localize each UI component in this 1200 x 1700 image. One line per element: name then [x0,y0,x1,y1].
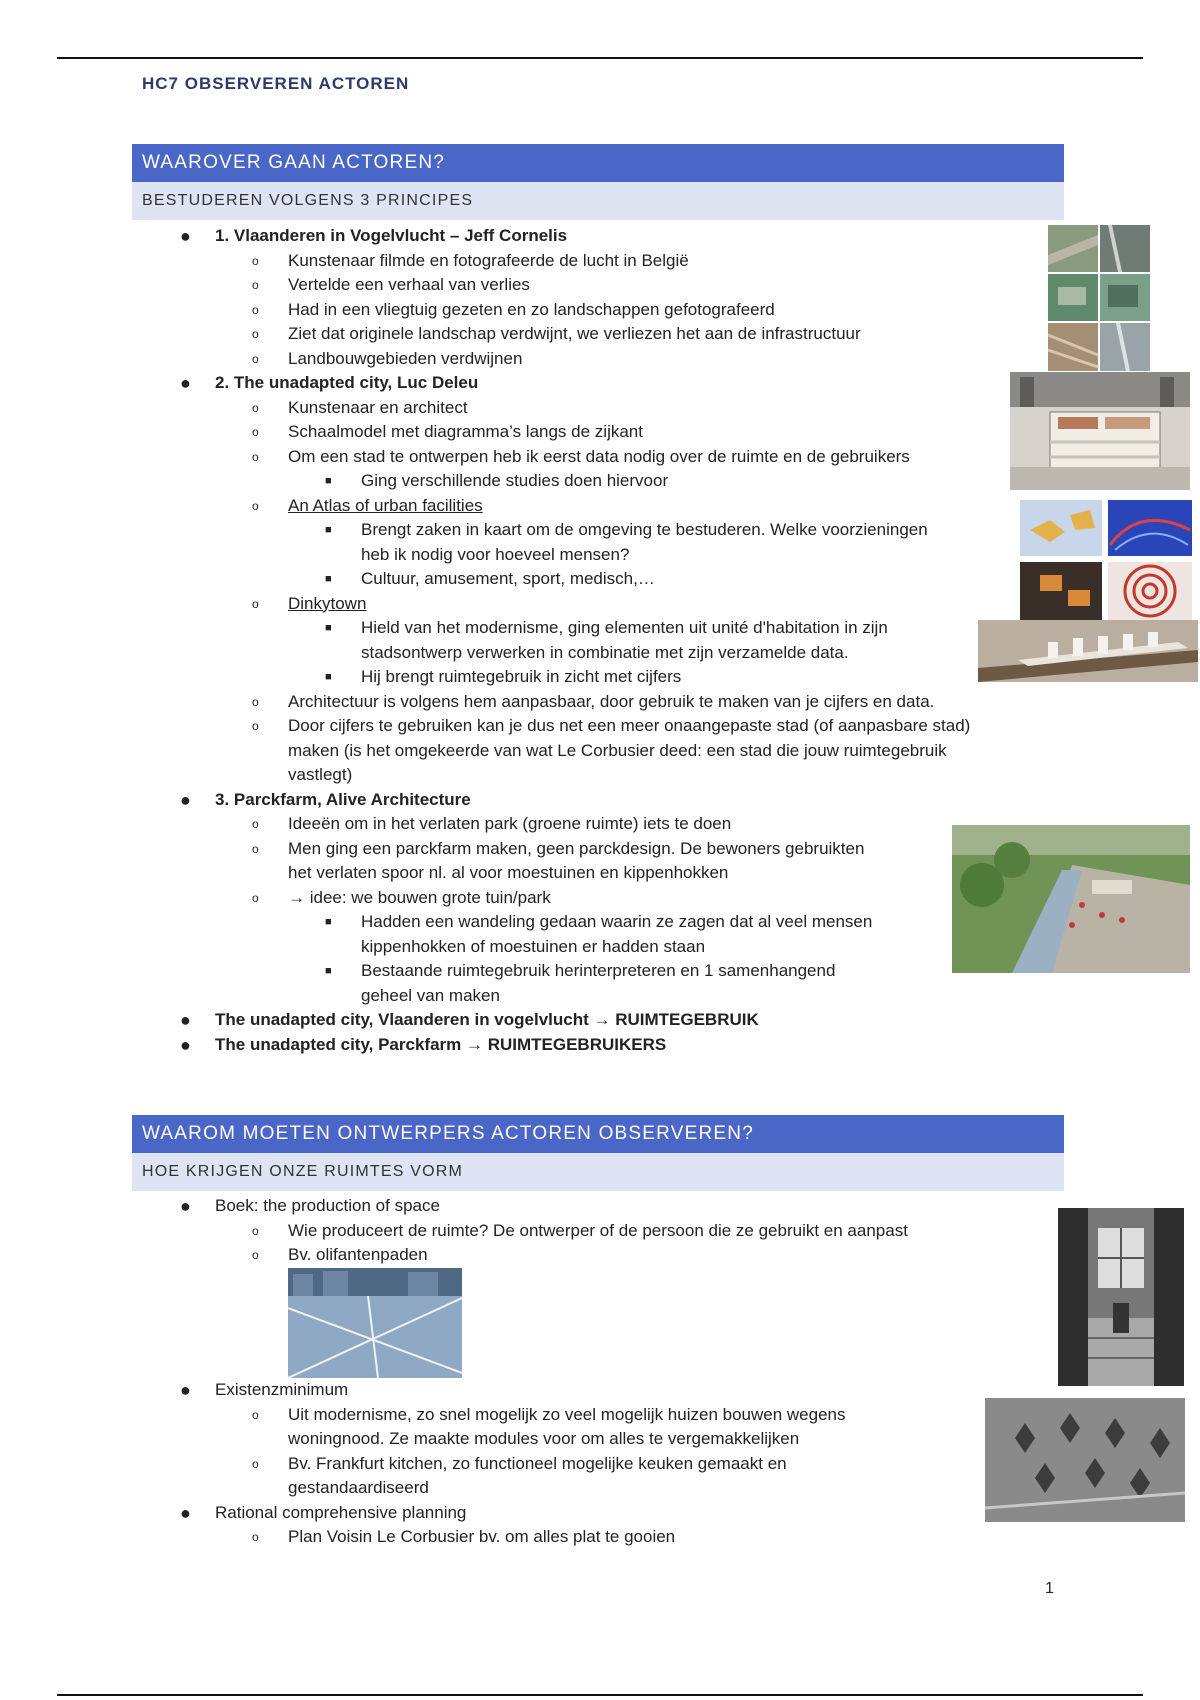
plan-voisin-photo [985,1398,1185,1522]
circle-marker: o [252,400,259,415]
square-marker: ■ [325,671,332,683]
list-item-text: 1. Vlaanderen in Vogelvlucht – Jeff Cornelis [215,226,568,245]
list-item-text: stadsontwerp verwerken in combinatie met zijn verzamelde data. [361,642,849,662]
list-item [0,984,1200,1009]
list-item-text: gestandaardiseerd [288,1478,429,1497]
list-item-text: het verlaten spoor nl. al voor moestuinen en kippenhokken [288,863,729,882]
list-item [0,1525,1200,1550]
list-item-text: Hij brengt ruimtegebruik in zicht met cijfers [361,667,682,686]
circle-marker: o [252,719,259,733]
list-item-text: The unadapted city, Parckfarm → RUIMTEGEBRUIKERS [215,1034,667,1054]
circle-marker: o [252,425,259,439]
list-item-text: Brengt zaken in kaart om de omgeving te bestuderen. Welke voorzieningen [361,520,928,539]
list-item [0,1008,1200,1033]
circle-marker: o [252,449,259,464]
list-item-text: Landbouwgebieden verdwijnen [288,348,523,368]
list-item-text: Om een stad te ontwerpen heb ik eerst data nodig over de ruimte en de gebruikers [288,446,910,466]
bullet-marker: ● [180,1010,191,1030]
list-item-text: Ging verschillende studies doen hiervoor [361,471,669,490]
circle-marker: o [252,1223,259,1238]
list-item [0,739,1200,764]
list-item-text: Bv. olifantenpaden [288,1245,428,1264]
list-item-text: Kunstenaar filmde en fotografeerde de lucht in België [288,250,689,270]
list-item-text: woningnood. Ze maakte modules voor om alles te vergemakkelijken [288,1429,800,1448]
list-item-text: heb ik nodig voor hoeveel mensen? [361,544,630,564]
frankfurt-kitchen-photo [1058,1208,1184,1386]
list-item-text: Hield van het modernisme, ging elementen uit unité d'habitation in zijn [361,618,888,637]
circle-marker: o [252,596,259,611]
list-item-text: geheel van maken [361,985,500,1005]
list-item-text: Cultuur, amusement, sport, medisch,… [361,569,655,588]
circle-marker: o [252,253,259,268]
list-item [0,1219,1200,1244]
list-item [0,224,1200,249]
list-item [0,347,1200,372]
circle-marker: o [252,1530,259,1544]
square-marker: ■ [325,622,332,634]
list-item-text: An Atlas of urban facilities [288,495,483,515]
bullet-marker: ● [180,1380,191,1400]
circle-marker: o [252,278,259,292]
square-marker: ■ [325,475,332,487]
circle-marker: o [252,351,259,366]
bullet-marker: ● [180,1502,191,1523]
list-item-text: → idee: we bouwen grote tuin/park [288,887,551,907]
list-item-text: Architectuur is volgens hem aanpasbaar, door gebruik te maken van je cijfers en data. [288,691,935,711]
section1-heading: WAAROVER GAAN ACTOREN? [132,144,1064,182]
list-item-text: Ziet dat originele landschap verdwijnt, we verliezen het aan de infrastructuur [288,324,861,343]
circle-marker: o [252,841,259,856]
list-item [0,298,1200,323]
list-item-text: Boek: the production of space [215,1196,440,1215]
circle-marker: o [252,1248,259,1262]
list-item [0,1194,1200,1219]
square-marker: ■ [325,573,332,585]
bullet-marker: ● [180,226,191,246]
list-item [0,714,1200,739]
bullet-marker: ● [180,373,191,393]
scale-model-photo [1010,372,1190,490]
dinkytown-model-photo [978,620,1198,682]
square-marker: ■ [325,524,332,536]
bullet-marker: ● [180,789,191,810]
square-marker: ■ [325,916,332,928]
list-item-text: Bestaande ruimtegebruik herinterpreteren en 1 samenhangend [361,961,836,980]
list-item-text: Plan Voisin Le Corbusier bv. om alles plat te gooien [288,1527,676,1546]
list-item-text: Rational comprehensive planning [215,1502,467,1522]
list-item-text: Ideeën om in het verlaten park (groene ruimte) iets te doen [288,814,732,833]
circle-marker: o [252,498,259,513]
circle-marker: o [252,302,259,317]
list-item [0,1033,1200,1058]
list-item-text: Kunstenaar en architect [288,397,468,417]
section1-subheading: BESTUDEREN VOLGENS 3 PRINCIPES [132,182,1064,220]
square-marker: ■ [325,965,332,977]
bottom-rule [57,1694,1143,1696]
list-item-text: 2. The unadapted city, Luc Deleu [215,373,479,392]
list-item-text: The unadapted city, Vlaanderen in vogelvlucht → RUIMTEGEBRUIK [215,1010,759,1029]
page-number: 1 [1045,1580,1054,1597]
aerial-photos-collage [1048,225,1150,371]
list-item-text: Dinkytown [288,593,367,613]
list-item-text: Vertelde een verhaal van verlies [288,275,530,294]
circle-marker: o [252,1456,259,1471]
parckfarm-photo [952,825,1190,973]
section2-list-a [0,1194,1200,1268]
list-item-text: Men ging een parckfarm maken, geen parckdesign. De bewoners gebruikten [288,838,865,858]
olifantenpaden-photo [288,1268,462,1378]
circle-marker: o [252,890,259,905]
list-item-text: Uit modernisme, zo snel mogelijk zo veel mogelijk huizen bouwen wegens [288,1404,846,1424]
list-item [0,788,1200,813]
circle-marker: o [252,817,259,831]
list-item-text: Had in een vliegtuig gezeten en zo landschappen gefotografeerd [288,299,775,319]
bullet-marker: ● [180,1196,191,1216]
list-item [0,763,1200,788]
circle-marker: o [252,327,259,341]
circle-marker: o [252,1407,259,1422]
list-item [0,322,1200,347]
top-rule [57,57,1143,59]
list-item-text: vastlegt) [288,765,353,784]
list-item [0,249,1200,274]
list-item-text: Bv. Frankfurt kitchen, zo functioneel mogelijke keuken gemaakt en [288,1453,787,1473]
document-title: HC7 OBSERVEREN ACTOREN [142,74,410,93]
circle-marker: o [252,694,259,709]
list-item-text: Existenzminimum [215,1380,349,1399]
atlas-diagrams-collage [1020,500,1192,620]
list-item-text: Wie produceert de ruimte? De ontwerper of de persoon die ze gebruikt en aanpast [288,1220,908,1240]
section2-subheading: HOE KRIJGEN ONZE RUIMTES VORM [132,1153,1064,1191]
list-item-text: Door cijfers te gebruiken kan je dus net een meer onaangepaste stad (of aanpasbare stad) [288,716,971,735]
list-item [0,690,1200,715]
section2-heading: WAAROM MOETEN ONTWERPERS ACTOREN OBSERVEREN? [132,1115,1064,1153]
list-item [0,273,1200,298]
list-item-text: 3. Parckfarm, Alive Architecture [215,789,471,809]
list-item-text: maken (is het omgekeerde van wat Le Corbusier deed: een stad die jouw ruimtegebruik [288,740,947,760]
list-item-text: Hadden een wandeling gedaan waarin ze zagen dat al veel mensen [361,912,873,931]
list-item [0,1243,1200,1268]
list-item-text: kippenhokken of moestuinen er hadden staan [361,936,706,956]
list-item-text: Schaalmodel met diagramma’s langs de zijkant [288,422,643,441]
bullet-marker: ● [180,1034,191,1055]
